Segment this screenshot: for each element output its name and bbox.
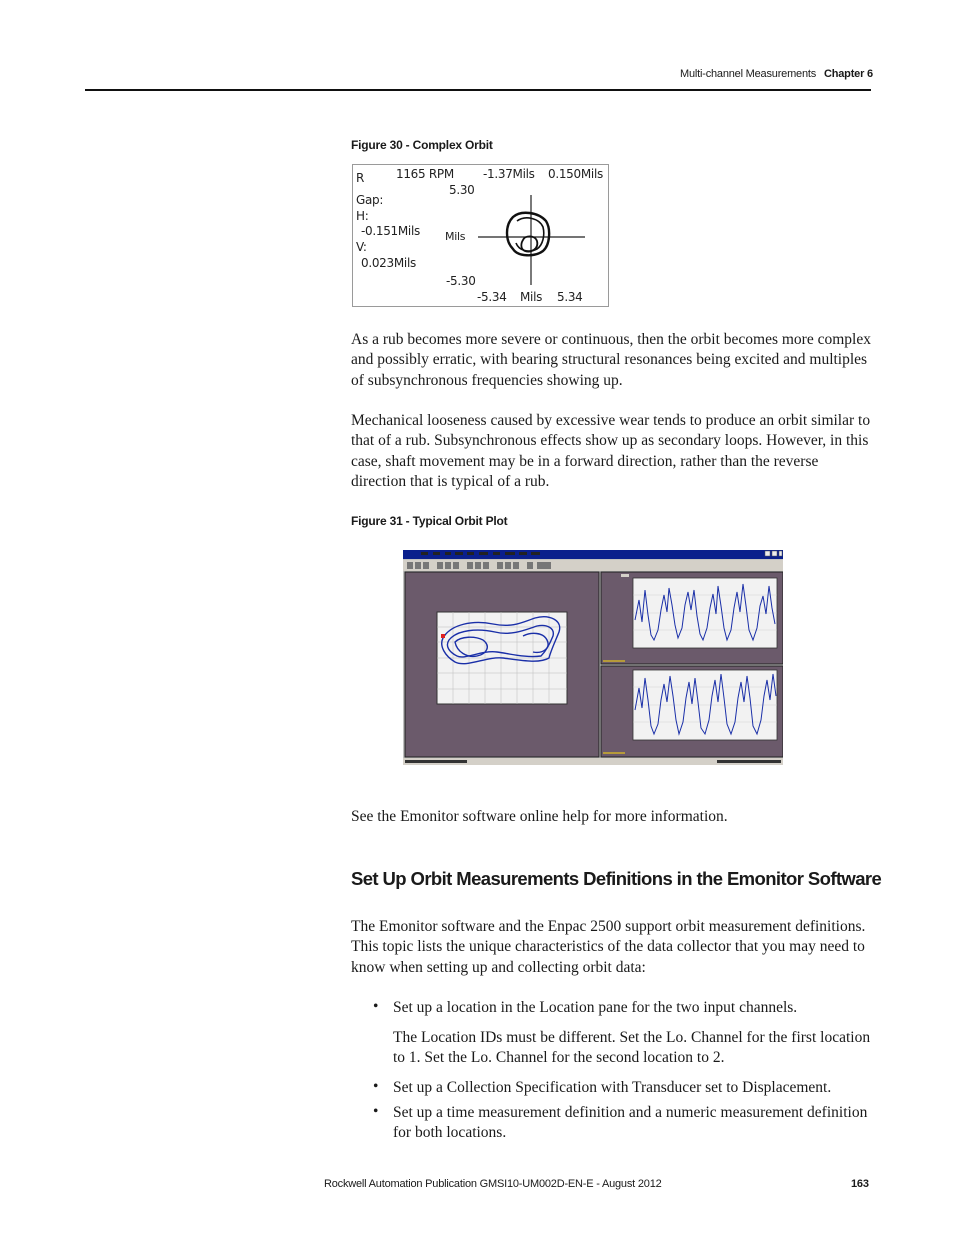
paragraph-see-help: See the Emonitor software online help for more information. [351,808,728,825]
orbit-y-max: 5.30 [449,183,475,197]
orbit-x-unit: Mils [520,290,543,304]
window-controls [765,551,782,556]
orbit-axis-unit: Mils [445,230,466,243]
waveform-label-top [603,660,625,662]
typical-orbit-plot-figure [403,550,783,765]
orbit-h-reading: -1.37Mils [483,167,535,181]
menu-bar [421,552,540,555]
header-section-title: Multi-channel Measurements [680,68,817,80]
orbit-marker [441,634,445,638]
orbit-y-min: -5.30 [446,274,476,288]
orbit-outer-loop [507,213,549,255]
orbit-h-gap: -0.151Mils [361,224,420,238]
orbit-channel: R [356,171,365,185]
paragraph-emonitor-support: The Emonitor software and the Enpac 2500 support orbit measurement definitions. This topic lists the unique characteristics of the data collector that you may need to know when setting up and collecting orbit data: [351,918,866,976]
section-heading: Set Up Orbit Measurements Definitions in the Emonitor Software [351,868,882,889]
bullet-item-measurement-definition: Set up a time measurement definition and a numeric measurement definition for both locations. [393,1104,868,1142]
orbit-gap-label: Gap: [356,193,384,207]
emonitor-screenshot [403,550,783,765]
footer-publication: Rockwell Automation Publication GMSI10-UM002D-EN-E - August 2012 [324,1178,662,1190]
bullet-marker: • [373,1103,379,1120]
paragraph-rub-severity: As a rub becomes more severe or continuous, then the orbit becomes more complex and possibly erratic, with bearing structural resonances being excited and multiples of subsynchronous frequencies showing up. [351,331,871,389]
header-rule [85,89,871,91]
bullet-item-location: Set up a location in the Location pane for the two input channels. [393,999,798,1016]
orbit-rpm: 1165 RPM [396,167,454,181]
waveform-label-bottom [603,752,625,754]
toolbar-buttons [407,562,551,569]
orbit-v-label: V: [356,240,367,254]
bullet-item-collection-spec: Set up a Collection Specification with Transducer set to Displacement. [393,1079,832,1096]
pane-tab [621,574,629,577]
complex-orbit-figure [352,164,609,307]
orbit-inner-loop [521,236,537,251]
orbit-x-max: 5.34 [557,290,583,304]
orbit-x-min: -5.34 [477,290,507,304]
orbit-plot-drawing [353,165,608,306]
figure30-caption: Figure 30 - Complex Orbit [351,138,493,152]
orbit-v-gap: 0.023Mils [361,256,416,270]
bullet-subtext-location-ids: The Location IDs must be different. Set the Lo. Channel for the first location to 1. Set the Lo. Channel for the second location to 2. [393,1029,871,1067]
toolbar [403,560,783,571]
footer-page-number: 163 [851,1178,869,1190]
bullet-marker: • [373,998,379,1015]
orbit-mid-loop [516,218,544,251]
bullet-marker: • [373,1078,379,1095]
paragraph-mechanical-looseness: Mechanical looseness caused by excessive wear tends to produce an orbit similar to that of a rub. Subsynchronous effects show up as secondary loops. However, in this case, shaft movement may be in a forward direction, rather than the reverse direction that is typical of a rub. [351,412,871,490]
figure31-caption: Figure 31 - Typical Orbit Plot [351,514,508,528]
orbit-v-reading: 0.150Mils [548,167,603,181]
header-chapter: Chapter 6 [824,68,873,80]
orbit-h-label: H: [356,209,369,223]
